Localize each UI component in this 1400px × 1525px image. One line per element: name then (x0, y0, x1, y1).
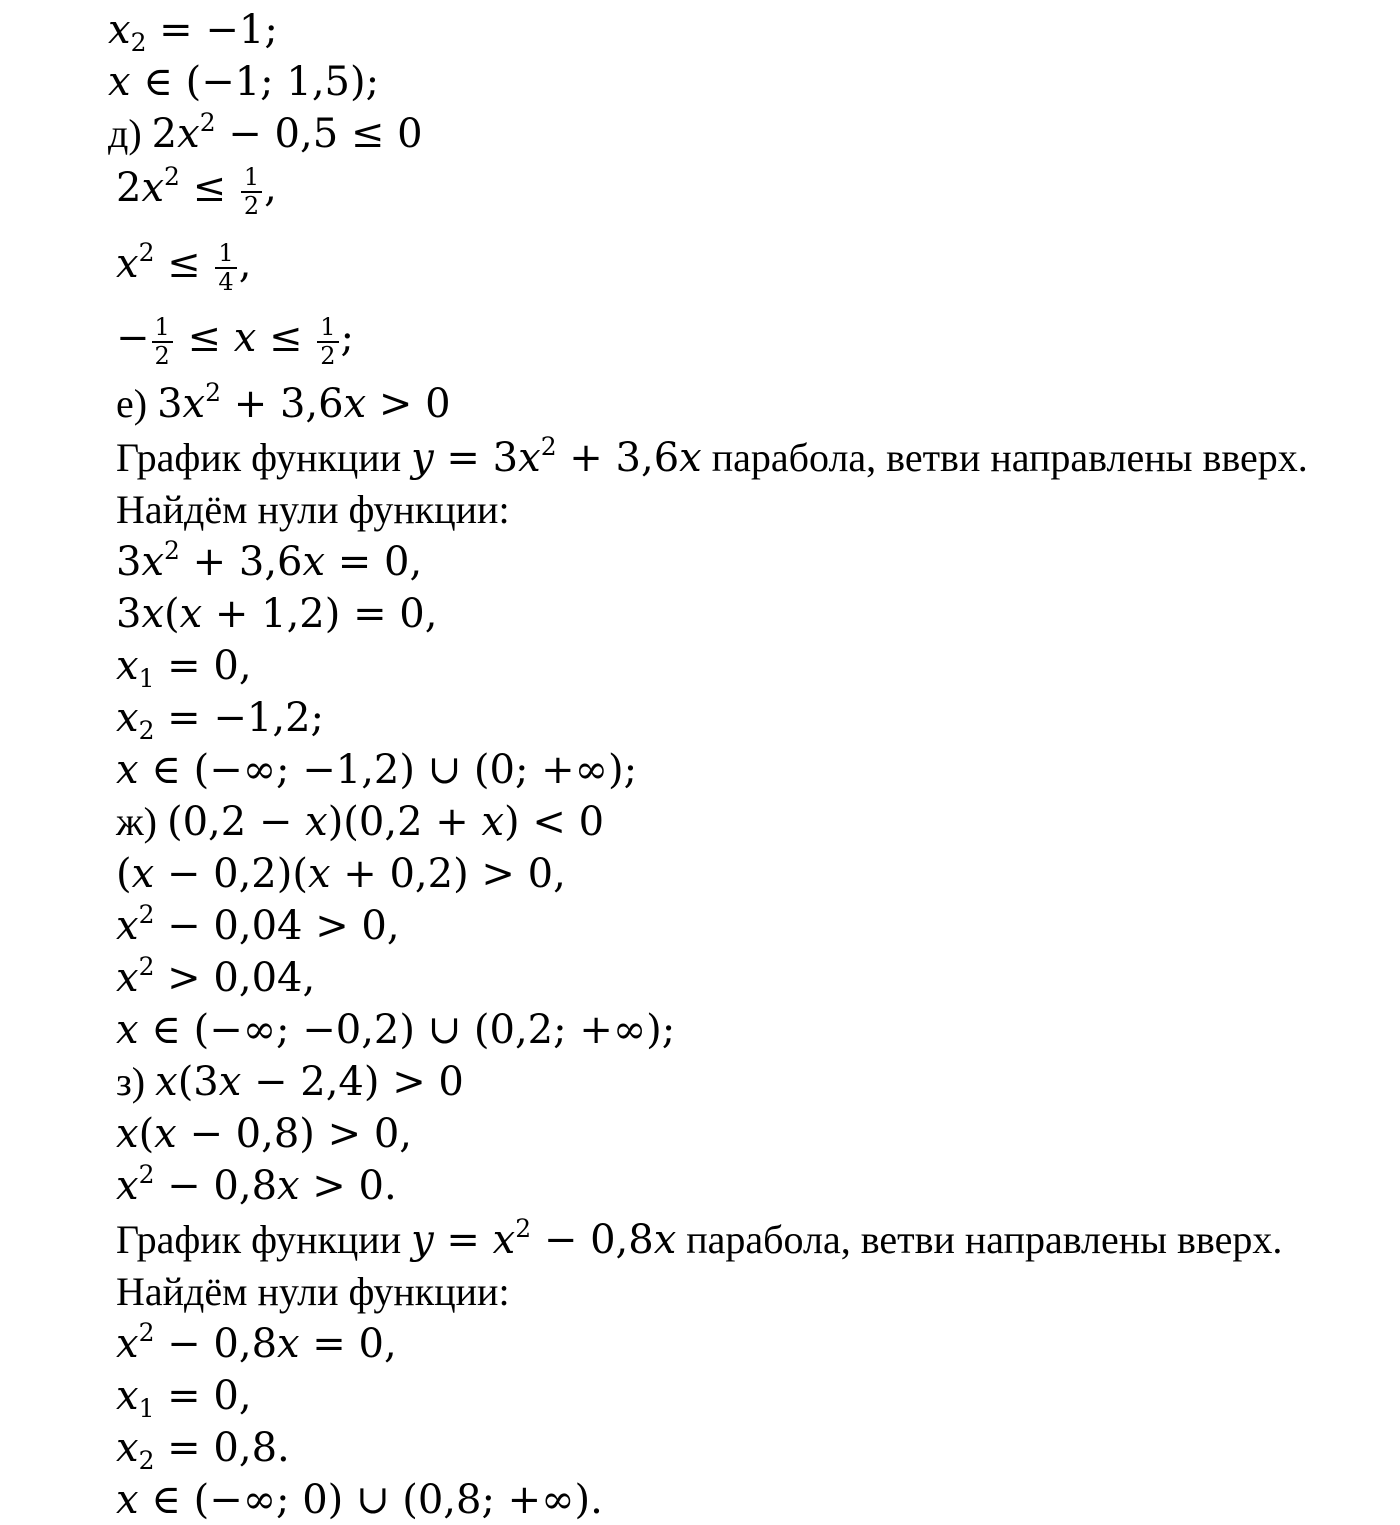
math-variable: x (653, 1217, 677, 1263)
math-run: ( (116, 851, 132, 897)
solution-line (116, 746, 637, 794)
math-variable: x (116, 1477, 139, 1523)
solution-line (116, 1006, 675, 1054)
math-run: ; (340, 315, 355, 362)
math-run: − 2,4) > 0 (241, 1059, 464, 1105)
math-run: ≤ (174, 315, 234, 362)
subscript: 1 (138, 1394, 155, 1423)
math-run: − 0,5 ≤ 0 (215, 111, 423, 157)
solution-line (116, 1110, 412, 1158)
math-run: − 0,8 (154, 1163, 278, 1209)
solution-line (116, 1424, 290, 1475)
solution-line (116, 434, 1308, 482)
solution-line (116, 164, 277, 220)
math-run: ) < 0 (504, 799, 605, 845)
math-run: , (264, 165, 277, 212)
superscript: 2 (138, 900, 155, 929)
solution-line (108, 110, 423, 158)
math-run: = −1,2; (154, 695, 325, 741)
math-run: ∈ (−∞; 0) ∪ (0,8; +∞). (138, 1477, 603, 1523)
solution-line (116, 380, 451, 428)
math-variable: x (116, 1373, 139, 1419)
solution-line (108, 6, 278, 57)
math-run: > 0. (299, 1163, 397, 1209)
solution-line (116, 590, 437, 638)
solution-line (116, 1162, 397, 1210)
fraction-numerator: 1 (152, 314, 173, 343)
fraction-denominator: 2 (154, 342, 170, 370)
fraction (317, 314, 338, 370)
math-variable: x (182, 381, 206, 427)
solution-line (116, 850, 566, 898)
math-variable: x (116, 1007, 139, 1053)
superscript: 2 (138, 952, 155, 981)
math-run: − 0,04 > 0, (154, 903, 400, 949)
math-run: ∈ (−∞; −0,2) ∪ (0,2; +∞); (138, 1007, 676, 1053)
math-variable: x (177, 111, 200, 157)
subscript: 1 (138, 664, 155, 693)
math-run: + 3,6 (221, 381, 344, 427)
math-run: > 0 (366, 381, 451, 427)
math-variable: x (277, 1321, 300, 1367)
text-run: Найдём нули функции: (116, 1269, 510, 1314)
fraction-numerator: 1 (215, 240, 236, 269)
solution-line (108, 58, 379, 106)
text-run: График функции (116, 435, 412, 480)
math-variable: x (141, 591, 165, 637)
superscript: 2 (164, 536, 180, 565)
math-variable: x (277, 1163, 300, 1209)
math-run: − 0,2)( (154, 851, 308, 897)
solution-line (116, 1320, 397, 1368)
math-variable: x (141, 539, 165, 585)
math-run: = 0, (154, 643, 252, 689)
math-variable: x (307, 851, 331, 897)
superscript: 2 (138, 238, 155, 268)
superscript: 2 (540, 432, 557, 461)
math-run: )(0,2 + (327, 799, 482, 845)
text-run: ж) (116, 799, 167, 844)
superscript: 2 (138, 1318, 155, 1347)
math-run: − 0,8) > 0, (176, 1111, 413, 1157)
text-run: д) (108, 111, 152, 156)
math-variable: x (218, 1059, 242, 1105)
math-run: 3 (116, 591, 142, 637)
solution-line (116, 1372, 252, 1423)
superscript: 2 (199, 108, 216, 137)
fraction-numerator: 1 (241, 164, 262, 193)
subscript: 2 (138, 716, 155, 745)
math-variable: x (116, 241, 139, 288)
math-variable: x (116, 903, 139, 949)
math-run: ( (164, 591, 180, 637)
text-run: е) (116, 381, 158, 426)
math-run: = 0,8. (154, 1425, 290, 1471)
math-variable: x (116, 1425, 139, 1471)
math-run: − (116, 315, 150, 362)
math-run: ∈ (−∞; −1,2) ∪ (0; +∞); (138, 747, 638, 793)
math-run: ≤ (179, 165, 239, 212)
math-run: = 3 (433, 435, 519, 481)
fraction-numerator: 1 (317, 314, 338, 343)
fraction (152, 314, 173, 370)
math-variable: x (492, 1217, 516, 1263)
math-run: + 1,2) = 0, (202, 591, 438, 637)
superscript: 2 (164, 162, 180, 192)
solution-line (116, 642, 252, 693)
fraction-denominator: 2 (243, 192, 260, 220)
fraction (241, 164, 262, 220)
solution-line (116, 798, 604, 846)
text-run: Найдём нули функции: (116, 487, 510, 532)
math-run: ( (138, 1111, 155, 1157)
math-run: 3 (157, 381, 183, 427)
math-variable: x (108, 59, 131, 105)
math-run: 2 (151, 111, 178, 157)
math-variable: x (108, 7, 131, 53)
math-variable: x (481, 799, 505, 845)
solution-line (116, 902, 400, 950)
math-variable: x (141, 165, 165, 212)
fraction-denominator: 4 (218, 268, 234, 296)
math-variable: x (302, 539, 326, 585)
math-variable: x (116, 747, 139, 793)
fraction (215, 240, 236, 296)
math-run: ≤ (256, 315, 316, 362)
math-variable: x (116, 1111, 139, 1157)
math-run: > 0,04, (154, 955, 316, 1001)
math-variable: x (131, 851, 155, 897)
math-run: + 3,6 (179, 539, 303, 585)
math-variable: y (411, 435, 434, 481)
math-run: 3 (116, 539, 142, 585)
math-variable: x (116, 1321, 139, 1367)
math-run: − 0,8 (154, 1321, 278, 1367)
solution-line (116, 1476, 603, 1524)
solution-line (116, 1216, 1282, 1264)
superscript: 2 (205, 378, 221, 407)
subscript: 2 (130, 28, 147, 57)
solution-line (116, 694, 325, 745)
math-run: = −1; (146, 7, 278, 53)
math-run: = 0, (299, 1321, 397, 1367)
text-run: з) (116, 1059, 156, 1104)
solution-line (116, 1058, 464, 1106)
math-variable: y (411, 1217, 434, 1263)
math-run: + 0,2) > 0, (330, 851, 566, 897)
solution-line (116, 240, 251, 296)
superscript: 2 (138, 1160, 155, 1189)
math-run: (0,2 − (166, 799, 306, 845)
math-run: = (433, 1217, 493, 1263)
math-run: ≤ (154, 241, 214, 288)
text-run: График функции (116, 1217, 412, 1262)
subscript: 2 (138, 1446, 155, 1475)
math-variable: x (343, 381, 367, 427)
math-variable: x (116, 695, 139, 741)
math-variable: x (116, 955, 139, 1001)
math-variable: x (116, 1163, 139, 1209)
superscript: 2 (515, 1214, 532, 1243)
math-run: , (238, 241, 252, 288)
solution-line (116, 1268, 510, 1316)
math-variable: x (155, 1059, 178, 1105)
solution-line (116, 954, 315, 1002)
math-variable: x (179, 591, 203, 637)
text-run: парабола, ветви направлены вверх. (701, 435, 1308, 480)
math-run: − 0,8 (531, 1217, 654, 1263)
math-variable: x (233, 315, 257, 362)
math-variable: x (518, 435, 541, 481)
math-run: ∈ (−1; 1,5); (130, 59, 380, 105)
math-run: 2 (116, 165, 142, 212)
solution-line (116, 486, 510, 534)
math-variable: x (154, 1111, 177, 1157)
solution-line (116, 538, 422, 586)
math-run: = 0, (325, 539, 423, 585)
fraction-denominator: 2 (320, 342, 336, 370)
text-run: парабола, ветви направлены вверх. (676, 1217, 1283, 1262)
math-run: + 3,6 (556, 435, 680, 481)
math-variable: x (305, 799, 328, 845)
math-variable: x (679, 435, 702, 481)
math-run: (3 (177, 1059, 219, 1105)
math-variable: x (116, 643, 139, 689)
solution-line (116, 314, 354, 370)
math-run: = 0, (154, 1373, 252, 1419)
